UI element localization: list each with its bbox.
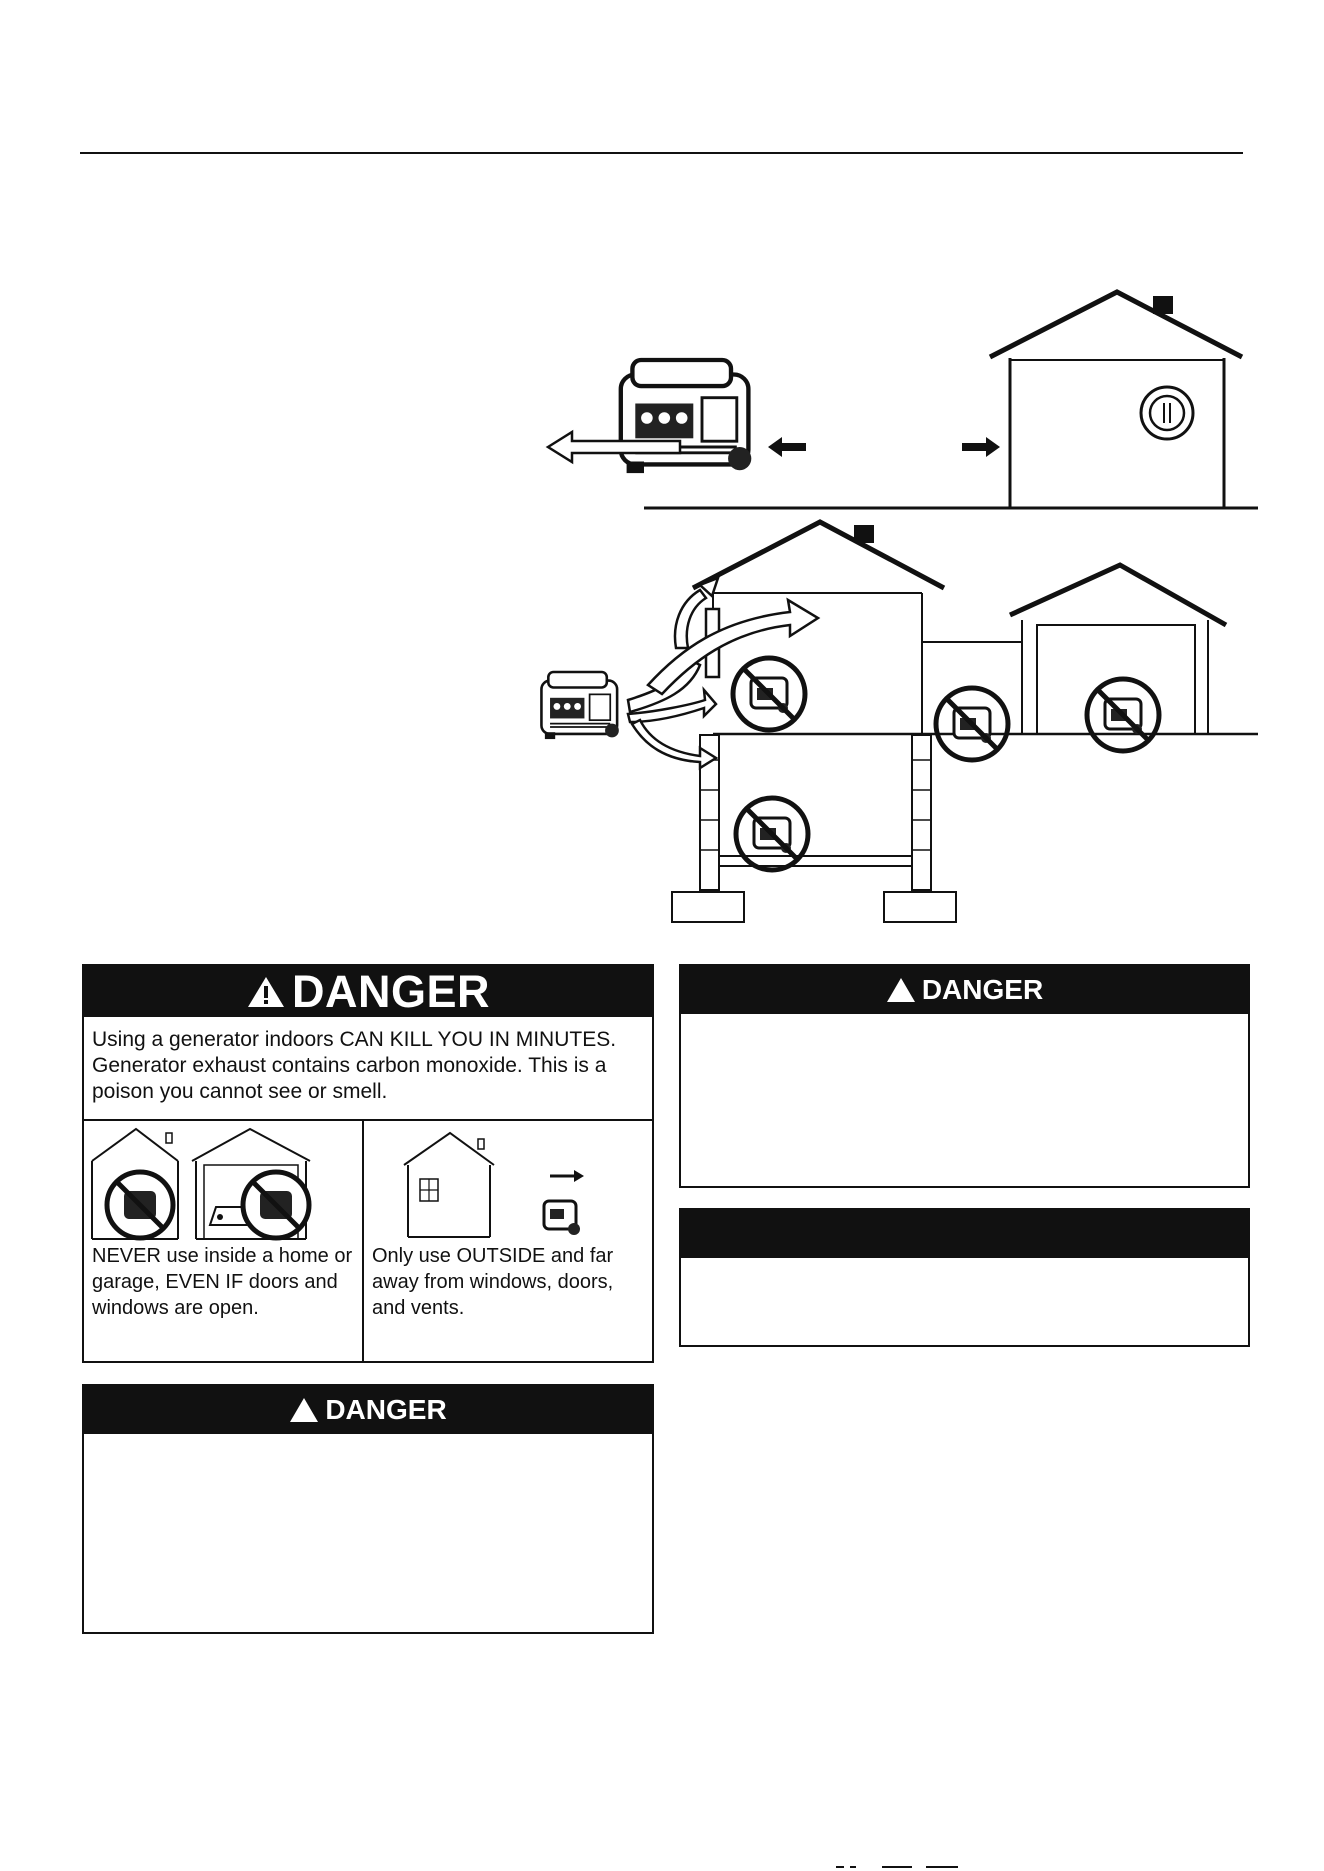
warning-triangle-icon bbox=[289, 1397, 319, 1423]
lower-scene bbox=[541, 522, 1258, 922]
danger-intro-text: Using a generator indoors CAN KILL YOU IN MINUTES. Generator exhaust contains carbon monoxide. This is a poison you cannot see or smell. bbox=[92, 1028, 617, 1103]
no-home-garage-icon bbox=[84, 1121, 360, 1243]
danger-panel-main bbox=[82, 964, 654, 1363]
outside-only-cell bbox=[364, 1121, 652, 1361]
danger-header bbox=[681, 966, 1248, 1014]
danger-header-label: DANGER bbox=[921, 974, 1044, 1005]
co-alarm-icon bbox=[1141, 387, 1193, 439]
notice-header bbox=[681, 1210, 1248, 1258]
upper-scene bbox=[548, 292, 1258, 508]
danger-panel-upper-right bbox=[679, 964, 1250, 1188]
no-symbol-icon bbox=[936, 688, 1008, 760]
never-indoors-caption: NEVER use inside a home or garage, EVEN IF doors and windows are open. bbox=[92, 1245, 353, 1319]
danger-header bbox=[84, 1386, 652, 1434]
arrow-icon bbox=[550, 1170, 584, 1182]
never-indoors-cell bbox=[84, 1121, 364, 1361]
danger-header-label: DANGER bbox=[325, 1394, 447, 1425]
danger-header bbox=[84, 966, 652, 1017]
notice-panel-lower-right bbox=[679, 1208, 1250, 1347]
outside-far-icon bbox=[364, 1121, 649, 1243]
danger-panel-lower-left bbox=[82, 1384, 654, 1634]
warning-triangle-icon bbox=[886, 977, 916, 1003]
page-edge-mark bbox=[836, 1866, 966, 1869]
warning-triangle-icon bbox=[246, 975, 286, 1009]
no-symbol-icon bbox=[736, 798, 808, 870]
outside-only-caption: Only use OUTSIDE and far away from windows, doors, and vents. bbox=[372, 1245, 614, 1319]
danger-header-label: DANGER bbox=[291, 965, 490, 1017]
no-symbol-icon bbox=[733, 658, 805, 730]
